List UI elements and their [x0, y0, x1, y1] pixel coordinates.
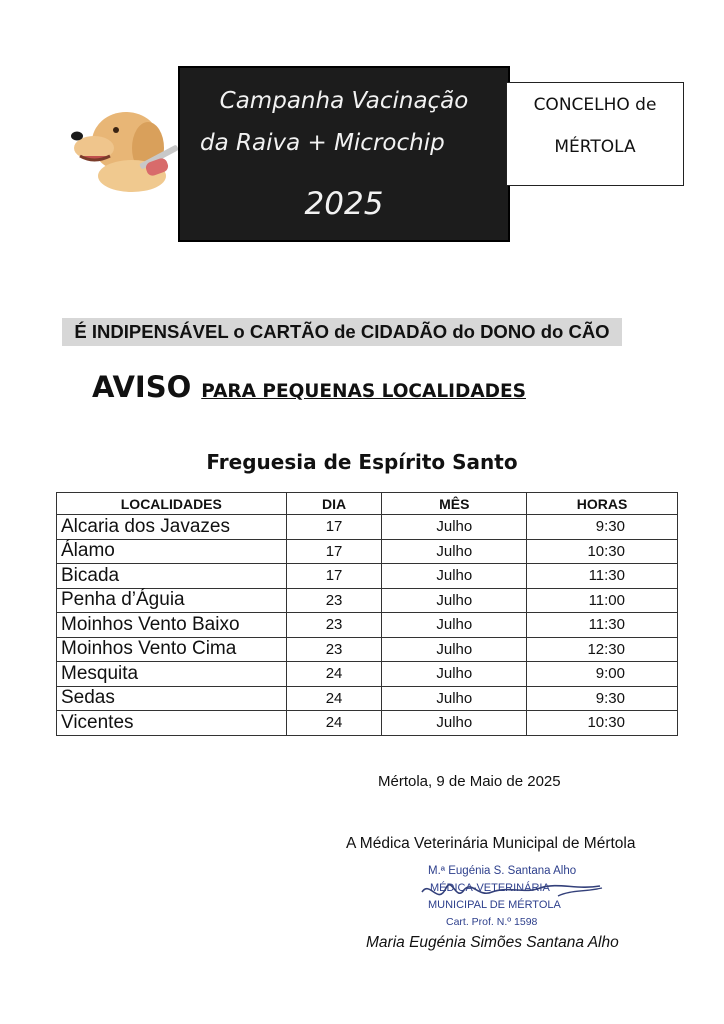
- stamp-line: M.ª Eugénia S. Santana Alho: [428, 865, 577, 877]
- dog-nose: [71, 132, 83, 141]
- campaign-title-box: [178, 66, 510, 242]
- header-localidades: LOCALIDADES: [57, 493, 287, 515]
- issue-date: Mértola, 9 de Maio de 2025: [378, 773, 561, 790]
- cell-localidade: Bicada: [57, 564, 287, 589]
- cell-hora: 9:30: [527, 686, 678, 711]
- cell-hora: 11:30: [527, 613, 678, 638]
- cell-dia: 23: [286, 588, 382, 613]
- cell-hora: 12:30: [527, 637, 678, 662]
- cell-mes: Julho: [382, 539, 527, 564]
- table-row: [57, 686, 678, 711]
- cell-hora: 11:30: [527, 564, 678, 589]
- notice-subtitle: PARA PEQUENAS LOCALIDADES: [201, 381, 526, 402]
- cell-hora: 9:00: [527, 662, 678, 687]
- stamp-line: Cart. Prof. N.º 1598: [446, 916, 538, 928]
- table-row: [57, 637, 678, 662]
- stamp-line: MUNICIPAL DE MÉRTOLA: [428, 899, 561, 911]
- schedule-table: [56, 492, 678, 736]
- municipality-name: MÉRTOLA: [554, 137, 636, 157]
- cell-localidade: Moinhos Vento Cima: [57, 637, 287, 662]
- campaign-year: 2025: [304, 186, 384, 222]
- municipality-label: CONCELHO de: [533, 95, 657, 115]
- cell-mes: Julho: [382, 662, 527, 687]
- signatory-name: Maria Eugénia Simões Santana Alho: [366, 934, 619, 951]
- cell-localidade: Vicentes: [57, 711, 287, 736]
- dog-vaccination-illustration: [66, 100, 184, 192]
- cell-dia: 17: [286, 564, 382, 589]
- cell-mes: Julho: [382, 564, 527, 589]
- cell-dia: 24: [286, 711, 382, 736]
- cell-mes: Julho: [382, 711, 527, 736]
- cell-localidade: Penha d’Águia: [57, 588, 287, 613]
- schedule-body: [57, 515, 678, 736]
- table-header-row: [57, 493, 678, 515]
- dog-eye: [113, 127, 119, 133]
- cell-mes: Julho: [382, 515, 527, 540]
- campaign-title-line2: da Raiva + Microchip: [200, 130, 445, 156]
- table-row: [57, 539, 678, 564]
- official-stamp: [408, 862, 618, 938]
- cell-dia: 24: [286, 662, 382, 687]
- id-card-notice: É INDIPENSÁVEL o CARTÃO de CIDADÃO do DONO do CÃO: [62, 318, 622, 346]
- notice-title: AVISO: [92, 370, 192, 404]
- table-row: [57, 711, 678, 736]
- table-row: [57, 564, 678, 589]
- parish-heading: Freguesia de Espírito Santo: [206, 450, 518, 474]
- stamp-line: MÉDICA-VETERINÁRIA: [430, 882, 550, 894]
- cell-localidade: Alcaria dos Javazes: [57, 515, 287, 540]
- cell-hora: 10:30: [527, 711, 678, 736]
- cell-hora: 10:30: [527, 539, 678, 564]
- table-row: [57, 515, 678, 540]
- cell-dia: 24: [286, 686, 382, 711]
- cell-mes: Julho: [382, 613, 527, 638]
- cell-mes: Julho: [382, 588, 527, 613]
- cell-dia: 17: [286, 515, 382, 540]
- cell-localidade: Mesquita: [57, 662, 287, 687]
- dog-mouth: [80, 156, 110, 160]
- notice-heading: [92, 370, 526, 404]
- cell-hora: 9:30: [527, 515, 678, 540]
- header-mes: MÊS: [382, 493, 527, 515]
- table-row: [57, 588, 678, 613]
- header-dia: DIA: [286, 493, 382, 515]
- signatory-title: A Médica Veterinária Municipal de Mértola: [346, 835, 636, 852]
- cell-dia: 23: [286, 637, 382, 662]
- cell-hora: 11:00: [527, 588, 678, 613]
- handwritten-signature: [408, 862, 618, 938]
- municipality-box: [506, 82, 684, 186]
- cell-mes: Julho: [382, 637, 527, 662]
- cell-localidade: Moinhos Vento Baixo: [57, 613, 287, 638]
- cell-localidade: Álamo: [57, 539, 287, 564]
- cell-localidade: Sedas: [57, 686, 287, 711]
- table-row: [57, 662, 678, 687]
- campaign-title-line1: Campanha Vacinação: [219, 88, 469, 114]
- table-row: [57, 613, 678, 638]
- cell-dia: 23: [286, 613, 382, 638]
- cell-dia: 17: [286, 539, 382, 564]
- cell-mes: Julho: [382, 686, 527, 711]
- header-horas: HORAS: [527, 493, 678, 515]
